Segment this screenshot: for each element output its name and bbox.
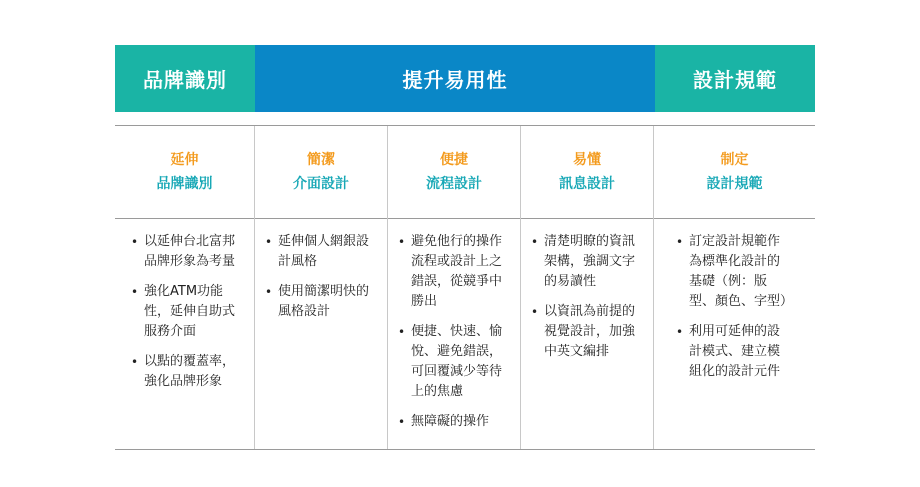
column-header-spec — [654, 126, 815, 218]
column-header-message — [521, 126, 653, 218]
column-body-spec — [676, 232, 794, 392]
bullet-item: • 清楚明瞭的資訊架構，強調文字的易讀性 — [531, 232, 645, 292]
bullet-item: • 以資訊為前提的視覺設計，加強中英文編排 — [531, 302, 645, 362]
strategy-table — [115, 125, 815, 450]
column-header-interface — [255, 126, 387, 218]
column-title-bottom: 流程設計 — [426, 176, 482, 192]
column-header-brand — [115, 126, 254, 218]
bullet-item: • 便捷、快速、愉悅、避免錯誤，可回覆減少等待上的焦慮 — [398, 322, 512, 402]
header-divider — [115, 218, 815, 219]
column-header-flow — [388, 126, 520, 218]
bullet-item: • 以延伸台北富邦品牌形象為考量 — [131, 232, 245, 272]
column-body-message — [531, 232, 645, 372]
column-title-bottom: 介面設計 — [293, 176, 349, 192]
bullet-item: • 利用可延伸的設計模式、建立模組化的設計元件 — [676, 322, 790, 382]
bullet-item: • 延伸個人網銀設計風格 — [265, 232, 379, 272]
bullet-item: • 訂定設計規範作為標準化設計的基礎（例：版型、顏色、字型） — [676, 232, 790, 312]
column-title-bottom: 訊息設計 — [559, 176, 615, 192]
bullet-item: • 強化ATM功能性，延伸自助式服務介面 — [131, 282, 245, 342]
column-title-bottom: 設計規範 — [706, 176, 763, 192]
column-title-top: 延伸 — [170, 152, 199, 168]
bullet-item: • 無障礙的操作 — [398, 412, 512, 432]
banner-brand-identity: 品牌識別 — [115, 45, 255, 112]
column-title-top: 便捷 — [440, 152, 468, 168]
bullet-item: • 以點的覆蓋率，強化品牌形象 — [131, 352, 245, 392]
column-title-top: 易懂 — [573, 152, 601, 168]
banner-usability: 提升易用性 — [255, 45, 655, 112]
column-title-top: 制定 — [720, 152, 749, 168]
column-title-bottom: 品牌識別 — [156, 176, 213, 192]
column-body-brand — [131, 232, 245, 402]
column-body-interface — [265, 232, 379, 332]
column-title-top: 簡潔 — [307, 152, 335, 168]
bullet-item: • 避免他行的操作流程或設計上之錯誤，從競爭中勝出 — [398, 232, 512, 312]
column-body-flow — [398, 232, 512, 442]
bullet-item: • 使用簡潔明快的風格設計 — [265, 282, 379, 322]
banner-design-spec: 設計規範 — [655, 45, 815, 112]
